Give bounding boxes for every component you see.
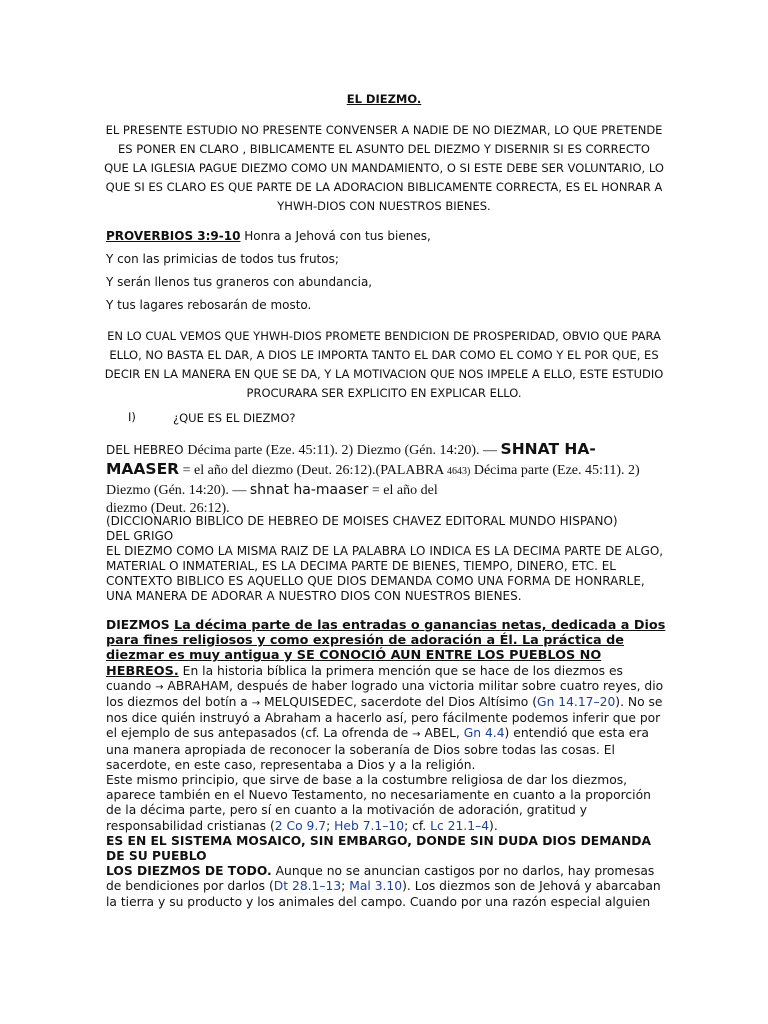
ref-gn-14-17[interactable]: Gn 14.17–20 (537, 695, 616, 710)
definition-text-2: ). No se nos dice quién instruyó a Abraham a hacerlo así, pero fácilmente podemos inferir que por el ejemplo de sus antepasados (cf. La ofrenda de (106, 695, 663, 741)
melquisedec-link[interactable]: MELQUISEDEC, sacerdote del Dios Altísimo ( (260, 695, 538, 710)
definition-bold: La décima parte de las entradas o ganancias netas, dedicada a Dios para fines religiosos y como expresión de adoración a Él. La práctica de diezmar es muy antigua y SE CONOCIÓ AUN ENTRE LOS PUEBLOS NO HEBREOS. (106, 618, 666, 679)
intro-paragraph: EL PRESENTE ESTUDIO NO PRESENTE CONVENSER A NADIE DE NO DIEZMAR, LO QUE PRETENDE ES PONER EN CLARO , BIBLICAMENTE EL ASUNTO DEL DIEZMO Y DISERNIR SI ES CORRECTO QUE LA IGLESIA PAGUE DIEZMO COMO UN MANDAMIENTO, O SI ESTE DEBE SER VOLUNTARIO, LO QUE SI ES CLARO ES QUE PARTE DE LA ADORACION BIBLICAMENTE CORRECTA, ES EL HONRAR A YHWH-DIOS CON NUESTROS BIENES. (104, 123, 664, 213)
ref-mal-3-10[interactable]: Mal 3.10 (349, 879, 403, 894)
definition-text-7: ). Los diezmos son de Jehová y abarcaban la tierra y su producto y los animales del campo. Cuando por una razón especial alguien (106, 879, 661, 909)
arrow-icon: → (251, 698, 261, 710)
definition-text-1: En la historia bíblica la primera mención que se hace de los diezmos es cuando (106, 663, 623, 693)
verse-line-1 (106, 229, 431, 243)
verse-reference: PROVERBIOS 3:9-10 (106, 229, 241, 243)
explanation-paragraph: EN LO CUAL VEMOS QUE YHWH-DIOS PROMETE BENDICION DE PROSPERIDAD, OBVIO QUE PARA ELLO, NO BASTA EL DAR, A DIOS LE IMPORTA TANTO EL DAR COMO EL COMO Y EL POR QUE, ES DECIR EN LA MANERA EN QUE SE DA, Y LA MOTIVACION QUE NOS IMPELE A ELLO, ESTE ESTUDIO PROCURARA SER EXPLICITO EN EXPLICAR ELLO. (104, 329, 664, 400)
mosaic-statement: ES EN EL SISTEMA MOSAICO, SIN EMBARGO, DONDE SIN DUDA DIOS DEMANDA DE SU PUEBLO (106, 833, 651, 864)
dictionary-source: (DICCIONARIO BIBLICO DE HEBREO DE MOISES CHAVEZ EDITORAL MUNDO HISPANO) (106, 514, 618, 528)
dictionary-block (106, 514, 666, 604)
hebrew-prefix: DEL HEBREO (106, 443, 188, 457)
section-heading: ¿QUE ES EL DIEZMO? (173, 411, 296, 425)
hebrew-text-3: Décima parte (Eze. 45:11). 2) Diezmo (Gén. 14:20). — (106, 463, 640, 498)
hebrew-definition (106, 440, 666, 518)
verse-line-3: Y serán llenos tus graneros con abundancia, (106, 275, 373, 289)
document-title: EL DIEZMO. (346, 92, 422, 106)
definition-paragraph-2 (106, 773, 666, 834)
diezmos-definition (106, 618, 666, 910)
arrow-icon: → (155, 681, 164, 693)
ref-lc-21-1[interactable]: Lc 21.1–4 (430, 818, 490, 833)
definition-text-5: ). (489, 818, 498, 833)
definition-paragraph-4 (106, 864, 666, 910)
verse-text-1: Honra a Jehová con tus bienes, (240, 229, 431, 243)
abraham-link[interactable]: ABRAHAM, después de haber logrado una victoria militar sobre cuatro reyes, dio los diezmos del botín a (106, 678, 664, 710)
hebrew-text-4: = el año del (368, 483, 438, 498)
arrow-icon: → (412, 729, 421, 741)
definition-paragraph-3 (106, 834, 666, 864)
tithes-statement: LOS DIEZMOS DE TODO. (106, 864, 272, 879)
hebrew-term-lower: shnat ha-maaser (249, 482, 369, 498)
section-number: I) (128, 410, 136, 424)
definition-text-4: Este mismo principio, que sirve de base a la costumbre religiosa de dar los diezmos, aparece también en el Nuevo Testamento, no necesariamente en cuanto a la proporción de la décima parte, pero sí en cuanto a la motivación de adoración, gratitud y responsabilidad cristianas ( (106, 773, 651, 833)
greek-heading: DEL GRIGO (106, 529, 174, 543)
ref-heb-7-1[interactable]: Heb 7.1–10 (334, 818, 405, 833)
verse-line-4: Y tus lagares rebosarán de mosto. (106, 298, 312, 312)
definition-text-3: ) entendió que esta era una manera apropiada de reconocer la soberanía de Dios sobre todas las cosas. El sacerdote, en este caso, representaba a Dios y a la religión. (106, 726, 649, 772)
abel-link[interactable]: ABEL, (420, 726, 464, 741)
dictionary-paragraph: EL DIEZMO COMO LA MISMA RAIZ DE LA PALABRA LO INDICA ES LA DECIMA PARTE DE ALGO, MATERIAL O INMATERIAL, ES LA DECIMA PARTE DE BIENES, TIEMPO, DINERO, ETC. EL CONTEXTO BIBLICO ES AQUELLO QUE DIOS DEMANDA COMO UNA FORMA DE HONRARLE, UNA MANERA DE ADORAR A NUESTRO DIOS CON NUESTROS BIENES. (106, 544, 664, 603)
ref-gn-4-4[interactable]: Gn 4.4 (463, 726, 505, 741)
hebrew-term-upper: SHNAT HA-MAASER (106, 440, 596, 478)
definition-label: DIEZMOS (106, 618, 174, 632)
separator: ; cf. (404, 818, 431, 833)
separator: ; (326, 818, 335, 833)
definition-paragraph-1 (106, 618, 666, 773)
strong-number: 4643) (447, 466, 471, 477)
definition-text-6: Aunque no se anuncian castigos por no darlos, hay promesas de bendiciones por darlos ( (106, 864, 655, 894)
hebrew-text-5: diezmo (Deut. 26:12). (106, 501, 230, 516)
separator: ; (341, 879, 350, 894)
hebrew-text-1: Décima parte (Eze. 45:11). 2) Diezmo (Gén. 14:20). — (187, 443, 501, 458)
ref-2co-9-7[interactable]: 2 Co 9.7 (274, 818, 327, 833)
verse-line-2: Y con las primicias de todos tus frutos; (106, 252, 339, 266)
hebrew-text-2: = el año del diezmo (Deut. 26:12).(PALABRA (179, 463, 448, 478)
ref-dt-28-1[interactable]: Dt 28.1–13 (273, 879, 342, 894)
